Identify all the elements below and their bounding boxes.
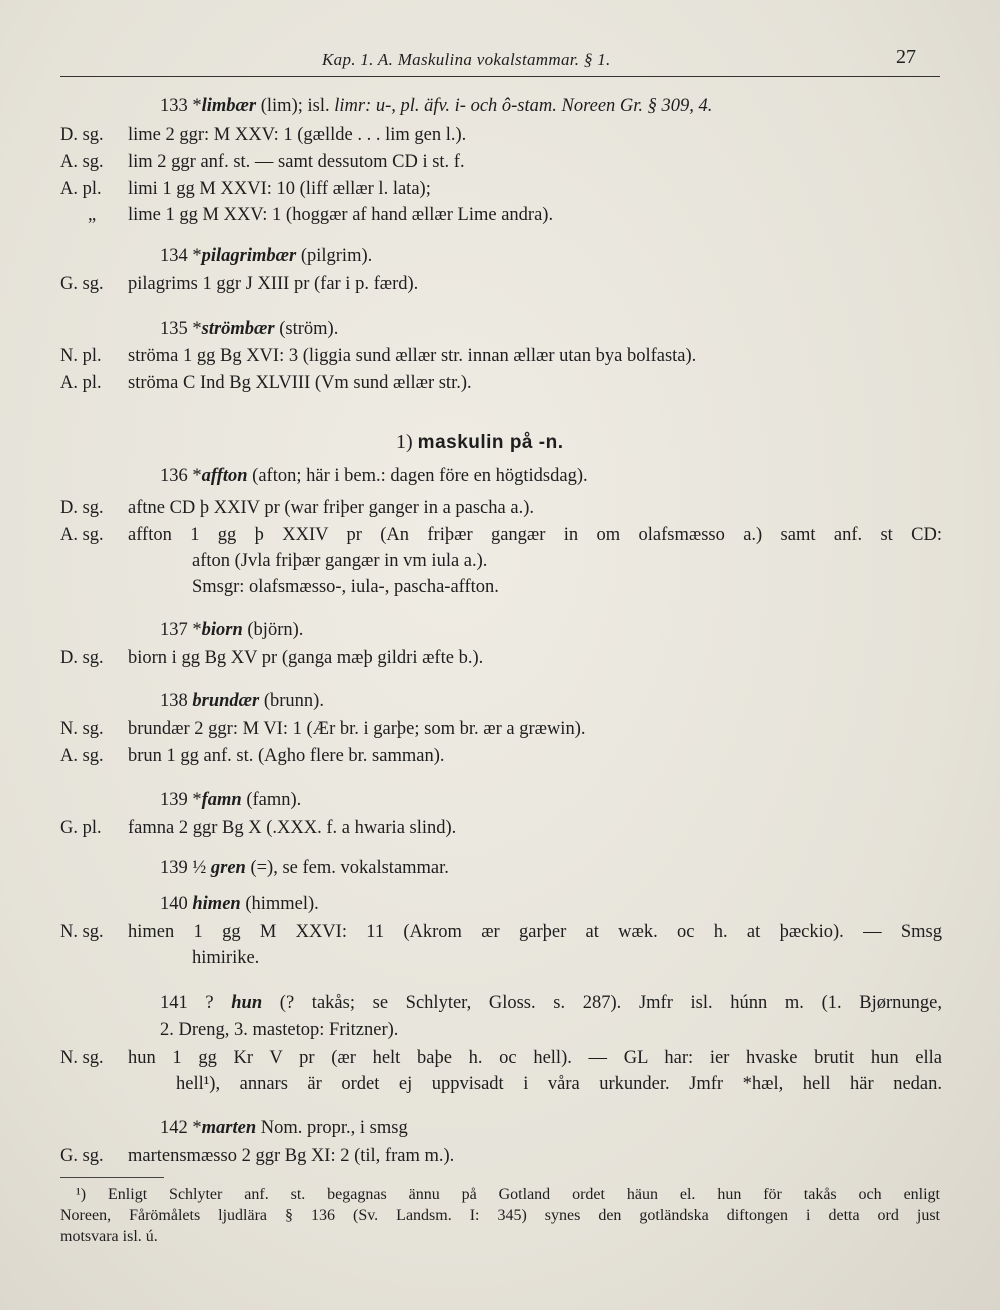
headword: biorn [201,620,243,640]
ditto-mark: „ [88,205,97,225]
entry-line: ströma C Ind Bg XLVIII (Vm sund ællær str.). [128,373,472,393]
headword: gren [210,858,246,878]
headword: himen [192,894,241,914]
entry-138-heading: 138 brundær (brunn). [160,691,324,711]
entry-135-heading: 135 *strömbær (ström). [160,319,339,339]
headword: brundær [192,691,260,711]
footnote-line: motsvara isl. ú. [60,1228,158,1245]
entry-line: aftne CD þ XXIV pr (war friþer ganger in a pascha a.). [128,498,534,518]
entry-136-heading: 136 *affton (afton; här i bem.: dagen före en högtidsdag). [160,466,588,486]
case-label: A. sg. [60,746,104,766]
entry-line: 2. Dreng, 3. mastetop: Fritzner). [160,1020,399,1040]
entry-line: affton 1 gg þ XXIV pr (An friþær gangær in om olafsmæsso a.) samt anf. st CD: [128,525,942,545]
case-label: A. pl. [60,179,102,199]
entry-line: pilagrims 1 ggr J XIII pr (far i p. færd). [128,274,419,294]
headword: famn [201,790,242,810]
case-label: D. sg. [60,498,104,518]
headword: affton [201,466,248,486]
headword: pilagrimbær [201,246,297,266]
footnote-line: ¹) Enligt Schlyter anf. st. begagnas ännu på Gotland ordet häun el. hun för takås och enligt [76,1186,940,1203]
entry-133-heading: 133 *limbær (lim); isl. limr: u-, pl. äfv. i- och ô-stam. Noreen Gr. § 309, 4. [160,96,713,116]
case-label: N. sg. [60,719,104,739]
headword: hun [231,993,263,1013]
header-rule [60,76,940,77]
entry-140-heading: 140 himen (himmel). [160,894,319,914]
case-label: N. pl. [60,346,102,366]
footnote-line: Noreen, Fårömålets ljudlära § 136 (Sv. Landsm. I: 345) synes den gotländska diftongen i detta ord just [60,1207,940,1224]
entry-139-heading: 139 *famn (famn). [160,790,302,810]
case-label: N. sg. [60,922,104,942]
entry-134-heading: 134 *pilagrimbær (pilgrim). [160,246,373,266]
entry-line: limi 1 gg M XXVI: 10 (liff ællær l. lata); [128,179,431,199]
headword: limbær [201,96,257,116]
case-label: D. sg. [60,125,104,145]
entry-141-heading: 141 ? hun (? takås; se Schlyter, Gloss. s. 287). Jmfr isl. húnn m. (1. Bjørnunge, [160,993,942,1013]
running-title: Kap. 1. A. Maskulina vokalstammar. § 1. [322,50,611,69]
entry-line: afton (Jvla friþær gangær in vm iula a.). [192,551,488,571]
entry-139-half-heading: 139 ½ gren (=), se fem. vokalstammar. [160,858,449,878]
headword: marten [201,1118,257,1138]
headword: strömbær [201,319,275,339]
entry-line: himen 1 gg M XXVI: 11 (Akrom ær garþer at wæk. oc h. at þæckio). — Smsg [128,922,942,942]
entry-line: lime 1 gg M XXV: 1 (hoggær af hand ællær Lime andra). [128,205,554,225]
entry-line: brun 1 gg anf. st. (Agho flere br. samman). [128,746,445,766]
entry-line: himirike. [192,948,260,968]
entry-line: martensmæsso 2 ggr Bg XI: 2 (til, fram m.). [128,1146,455,1166]
case-label: D. sg. [60,648,104,668]
case-label: A. sg. [60,152,104,172]
case-label: A. sg. [60,525,104,545]
entry-142-heading: 142 *marten Nom. propr., i smsg [160,1118,408,1138]
case-label: A. pl. [60,373,102,393]
entry-line: biorn i gg Bg XV pr (ganga mæþ gildri æfte b.). [128,648,484,668]
case-label: G. sg. [60,274,104,294]
entry-line: hell¹), annars är ordet ej uppvisadt i våra urkunder. Jmfr *hæl, hell här nedan. [176,1074,942,1094]
entry-line: famna 2 ggr Bg X (.XXX. f. a hwaria slind). [128,818,457,838]
section-heading: 1) maskulin på -n. [396,431,564,453]
case-label: N. sg. [60,1048,104,1068]
entry-line: brundær 2 ggr: M VI: 1 (Ær br. i garþe; som br. ær a græwin). [128,719,586,739]
entry-line: hun 1 gg Kr V pr (ær helt baþe h. oc hell). — GL har: ier hvaske brutit hun ella [128,1048,942,1068]
entry-line: ströma 1 gg Bg XVI: 3 (liggia sund ællær str. innan ællær utan bya bolfasta). [128,346,697,366]
case-label: G. pl. [60,818,102,838]
entry-line: Smsgr: olafsmæsso-, iula-, pascha-affton. [192,577,499,597]
page-number: 27 [896,46,916,68]
entry-line: lime 2 ggr: M XXV: 1 (gællde . . . lim gen l.). [128,125,467,145]
case-label: G. sg. [60,1146,104,1166]
entry-137-heading: 137 *biorn (björn). [160,620,304,640]
entry-line: lim 2 ggr anf. st. — samt dessutom CD i st. f. [128,152,465,172]
footnote-rule [60,1177,164,1178]
